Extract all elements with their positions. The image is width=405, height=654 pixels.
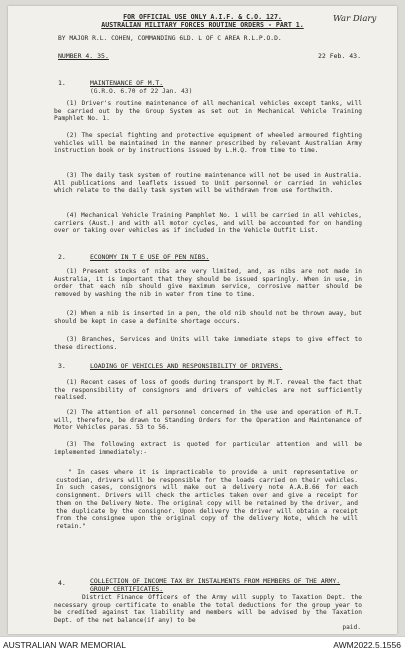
archive-footer (0, 636, 405, 654)
section-title: COLLECTION OF INCOME TAX BY INSTALMENTS FROM MEMBERS OF THE ARMY. GROUP CERTIFICATES. (90, 577, 341, 593)
section-number: 1. (58, 79, 66, 87)
paragraph: (1) Recent cases of loss of goods during transport by M.T. reveal the fact that the responsibility of consignors and drivers of vehicles are not sufficiently realised. (54, 379, 362, 402)
section-number: 2. (58, 253, 66, 261)
archive-name: AUSTRALIAN WAR MEMORIAL (3, 640, 126, 650)
section-reference: (G.R.O. 6.70 of 22 Jan. 43) (90, 88, 193, 95)
section-title: MAINTENANCE OF M.T. (90, 79, 164, 87)
quoted-extract: " In cases where it is impracticable to provide a unit representative or custodian, drivers will be responsible for the loads carried on their vehicles. In such cases, consignors will make out a delivery note A.A.B.66 for each consignment. Drivers will check the articles taken over and give a receipt for them on the Delivery Note. The original copy will be retained by the driver, and the duplicate by the consignor. Upon delivery the driver will obtain a receipt from the consignee upon the original copy of the delivery Note, which he will retain." (56, 469, 358, 530)
byline: BY MAJOR R.L. COHEN, COMMANDING 6LD. L OF C AREA R.L.P.O.D. (58, 35, 282, 42)
section-number: 3. (58, 362, 66, 370)
paragraph: (3) The daily task system of routine maintenance will not be used in Australia. All publications and leaflets issued to Unit personnel or carried in vehicles which relate to the daily task system will be withdrawn from use forthwith. (54, 172, 362, 195)
order-number: NUMBER 4. 35. (58, 52, 109, 60)
section-number: 4. (58, 579, 66, 587)
paragraph: (1) Driver's routine maintenance of all mechanical vehicles except tanks, will be carried out by the Group System as set out in Mechanical Vehicle Training Pamphlet No. 1. (54, 100, 362, 123)
section-title: LOADING OF VEHICLES AND RESPONSIBILITY OF DRIVERS. (90, 362, 283, 370)
paragraph: (2) The special fighting and protective equipment of wheeled armoured fighting vehicles will be maintained in the manner prescribed by relevant Australian Army instruction book or by instructions issued by L.H.Q. from time to time. (54, 132, 362, 155)
section-title: ECONOMY IN T E USE OF PEN NIBS. (90, 253, 210, 261)
order-date: 22 Feb. 43. (317, 52, 361, 60)
paragraph: (2) The attention of all personnel concerned in the use and operation of M.T. will, therefore, be drawn to Standing Orders for the Operation and Maintenance of Motor Vehicles paras. 53 to 56. (54, 409, 362, 432)
paragraph: (4) Mechanical Vehicle Training Pamphlet No. 1 will be carried in all vehicles, carriers (Aust.) and with all motor cycles, and will be accounted for on handing over or taking over vehicles as if included in the Vehicle Outfit List. (54, 212, 362, 235)
paragraph: District Finance Officers of the Army will supply to Taxation Dept. the necessary group certificate to enable the total deductions for the group year to be credited against tax liability and members will be advised by the Taxation Dept. of the net balance(if any) to be (54, 594, 362, 625)
handwritten-annotation: War Diary (333, 14, 377, 24)
paragraph: (3) Branches, Services and Units will take immediate steps to give effect to these directions. (54, 336, 362, 351)
orders-title: AUSTRALIAN MILITARY FORCES ROUTINE ORDERS - PART 1. (101, 21, 304, 29)
paragraph: (1) Present stocks of nibs are very limited, and, as nibs are not made in Australia, it is important that they should be issued sparingly. When in use, in order that each nib should give maximum service, corrosive matter should be removed by washing the nib in water from time to time. (54, 268, 362, 299)
classification-heading: FOR OFFICIAL USE ONLY A.I.F. & C.O. 127. (123, 13, 282, 21)
paragraph: (3) The following extract is quoted for particular attention and will be implemented immediately:- (54, 441, 362, 456)
archive-reference: AWM2022.5.1556 (333, 640, 401, 650)
paragraph: (2) When a nib is inserted in a pen, the old nib should not be thrown away, but should be kept in case a definite shortage occurs. (54, 310, 362, 325)
paragraph-continuation: paid. (342, 624, 361, 631)
